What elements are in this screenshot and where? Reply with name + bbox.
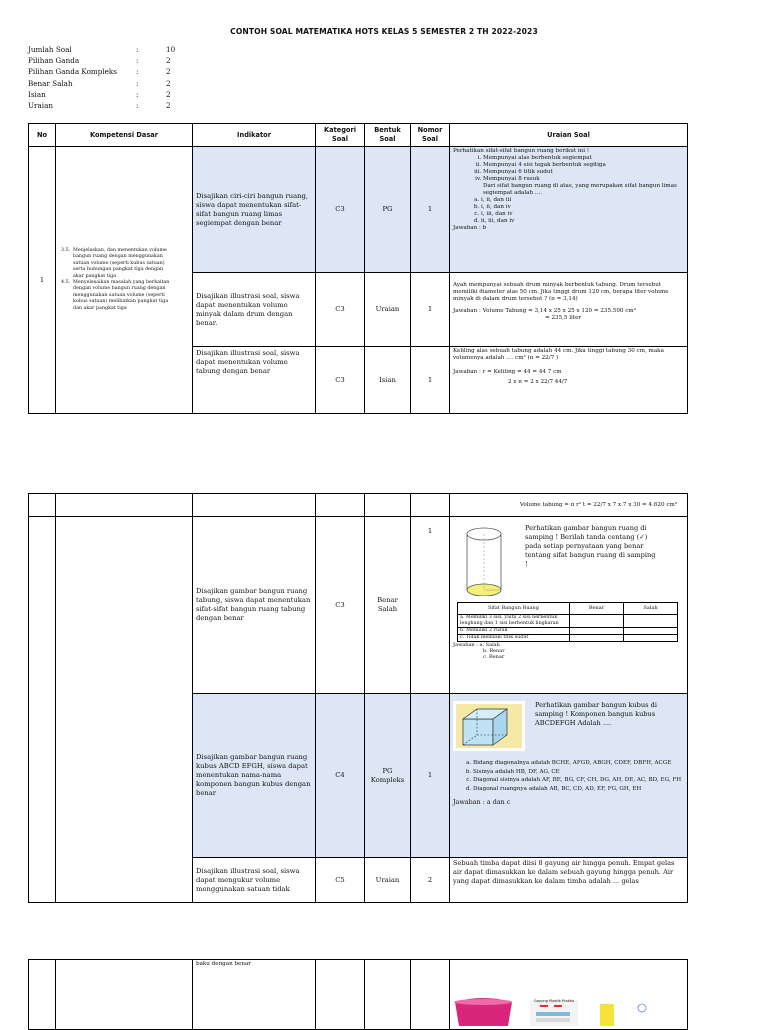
property-list: i. Mempunyai alas berbentuk segiempat ii. Mempunyai 4 sisi tegak berbentuk segitiga iii. Mempunyai 6 titik sudut iv. Mempunyai 8 rusuk <box>453 155 684 183</box>
header-uraian: Uraian Soal <box>450 124 688 147</box>
nomor-cell: 1 <box>411 273 450 347</box>
summary-row: Isian : 2 <box>28 89 171 99</box>
uraian-cell: Keliling alas sebuah tabung adalah 44 cm. Jika tinggi tabung 30 cm, maka volumenya adalah .... cm³ (π = 22/7 ) Jawaban : r = Keliling = 44 = 44 7 cm 2 x π = 2 x 22/7 44/7 <box>450 347 688 414</box>
question-table-page-1 <box>28 123 688 414</box>
summary-list <box>28 44 186 111</box>
nomor-cell: 1 <box>411 517 450 694</box>
kategori-cell: C4 <box>316 694 365 858</box>
cylinder-image <box>453 524 513 596</box>
bentuk-cell: PG Kompleks <box>365 694 411 858</box>
nomor-cell: 2 <box>411 858 450 903</box>
indikator-continued: baku dengan benar <box>193 960 316 1030</box>
answer-checkbox[interactable] <box>624 615 678 628</box>
header-kompetensi: Kompetensi Dasar <box>56 124 193 147</box>
answer-text: Jawaban : b <box>453 225 487 231</box>
kategori-cell: C3 <box>316 517 365 694</box>
nomor-cell: 1 <box>411 694 450 858</box>
answer-text: Jawaban : a dan c <box>453 798 511 807</box>
uraian-cell: Perhatikan gambar bangun kubus di samping ! Komponen bangun kubus ABCDEFGH Adalah .... a. Bidang diagonalnya adalah BCHE, AFGD, ABGH, CDEF, DBFH, ACGE b. Sisinya adalah HB, DF, AG, CE c. Diagonal sisinya adalah AF, BE, BG, CF, CH, DG, AH, DE, AC, BD, EG, FH d. Diagonal ruangnya adalah AB, BC, CD, AD, EF, FG, GH, EH Jawaban : a dan c <box>450 694 688 858</box>
kategori-cell: C3 <box>316 273 365 347</box>
header-nomor: Nomor Soal <box>411 124 450 147</box>
answer-text: Jawaban : Volume Tabung = 3,14 x 25 x 25 x 120 = 235.500 cm³ <box>453 308 636 314</box>
indikator-cell: Disajikan gambar bangun ruang kubus ABCD EFGH, siswa dapat menentukan nama-nama komponen bangun kubus dengan benar <box>193 694 316 858</box>
nomor-cell: 1 <box>411 347 450 414</box>
indikator-cell: Disajikan illustrasi soal, siswa dapat mengukur volume menggunakan satuan tidak <box>193 858 316 903</box>
volume-calculation: Volume tabung = π r² t = 22/7 x 7 x 7 x 30 = 4.620 cm³ <box>450 494 688 517</box>
uraian-cell <box>450 960 688 1030</box>
header-bentuk: Bentuk Soal <box>365 124 411 147</box>
indikator-cell: Disajikan ciri-ciri bangun ruang, siswa dapat menentukan sifat-sifat bangun ruang limas segiempat dengan benar <box>193 147 316 273</box>
option-list: a. i, ii, dan iii b. i, ii, dan iv c. i, iii, dan iv d. ii, iii, dan iv <box>453 197 684 225</box>
uraian-cell: Perhatikan gambar bangun ruang di samping ! Berilah tanda centang (✓) pada setiap pernyataan yang benar tentang sifat bangun ruang di samping ! Sifat Bangun Ruang Benar Salah a. Memiliki 3 sisi, yaitu 2 sisi berbentuk lengkung dan 1 sisi berbentuk lingkaran b. Memiliki 2 rusuk c. Tidak memiliki titik sudut Jawaban : a. Salah b. Benar c. Benar <box>450 517 688 694</box>
kompetensi-dasar: 3.5. Menjelaskan, dan menentukan volume bangun ruang dengan menggunakan satuan volume (seperti kubus satuan) serta hubungan pangkat tiga dengan akar pangkat tiga 4.5. Menyelesaikan masalah yang berkaitan dengan volume bangun ruang dengan menggunakan satuan volume (seperti kubus satuan) melibatkan pangkat tiga dan akar pangkat tiga <box>56 147 193 414</box>
answer-checkbox[interactable] <box>570 628 624 635</box>
bentuk-cell: Uraian <box>365 273 411 347</box>
indikator-cell: Disajikan illustrasi soal, siswa dapat menentukan volume minyak dalam drum dengan benar. <box>193 273 316 347</box>
header-kategori: Kategori Soal <box>316 124 365 147</box>
summary-row: Benar Salah : 2 <box>28 78 171 88</box>
kategori-cell: C5 <box>316 858 365 903</box>
indikator-cell: Disajikan illustrasi soal, siswa dapat menentukan volume tabung dengan benar <box>193 347 316 414</box>
bentuk-cell: Isian <box>365 347 411 414</box>
bentuk-cell: Benar Salah <box>365 517 411 694</box>
uraian-cell: Perhatikan sifat-sifat bangun ruang berikut ini ! i. Mempunyai alas berbentuk segiempat ii. Mempunyai 4 sisi tegak berbentuk segitiga iii. Mempunyai 6 titik sudut iv. Mempunyai 8 rusuk Dari sifat bangun ruang di atas, yang merupakan sifat bangun limas segiempat adalah .... a. i, ii, dan iii b. i, ii, dan iv c. i, iii, dan iv d. ii, iii, dan iv Jawaban : b <box>450 147 688 273</box>
uraian-cell: Sebuah timba dapat diisi 8 gayung air hingga penuh. Empat gelas air dapat dimasukkan ke dalam sebuah gayung hingga penuh. Air yang dapat dimasukkan ke dalam timba adalah ... gelas <box>450 858 688 903</box>
answer-text: Jawaban : a. Salah <box>453 642 500 648</box>
document-title: CONTOH SOAL MATEMATIKA HOTS KELAS 5 SEMESTER 2 TH 2022-2023 <box>230 27 538 36</box>
kategori-cell: C3 <box>316 347 365 414</box>
summary-row: Uraian : 2 <box>28 101 171 111</box>
indikator-cell: Disajikan gambar bangun ruang tabung, siswa dapat menentukan sifat-sifat bangun ruang tabung dengan benar <box>193 517 316 694</box>
header-no: No <box>29 124 56 147</box>
header-indikator: Indikator <box>193 124 316 147</box>
row-number: 1 <box>29 147 56 414</box>
bentuk-cell: PG <box>365 147 411 273</box>
summary-row: Pilihan Ganda : 2 <box>28 56 171 66</box>
answer-checkbox[interactable] <box>624 628 678 635</box>
question-table-page-3 <box>28 959 688 1030</box>
uraian-cell: Ayah mempunyai sebuah drum minyak berbentuk tabung. Drum tersebut memiliki diameter alas 50 cm. Jika tinggi drum 120 cm, berapa liter volume minyak di dalam drum tersebut ? (π = 3,14) Jawaban : Volume Tabung = 3,14 x 25 x 25 x 120 = 235.500 cm³ = 235,5 liter <box>450 273 688 347</box>
question-table-page-2 <box>28 493 688 903</box>
answer-checkbox[interactable] <box>570 615 624 628</box>
summary-row: Pilihan Ganda Kompleks : 2 <box>28 67 171 77</box>
kategori-cell: C3 <box>316 147 365 273</box>
option-list: a. Bidang diagonalnya adalah BCHE, AFGD, ABGH, CDEF, DBFH, ACGE b. Sisinya adalah HB, DF, AG, CE c. Diagonal sisinya adalah AF, BE, BG, CF, CH, DG, AH, DE, AC, BD, EG, FH d. Diagonal ruangnya adalah AB, BC, CD, AD, EF, FG, GH, EH <box>453 759 684 793</box>
gayung-label: Gayung Plastik Praktis <box>534 999 575 1003</box>
bentuk-cell: Uraian <box>365 858 411 903</box>
answer-checkbox[interactable] <box>624 635 678 642</box>
cube-image <box>453 701 525 751</box>
true-false-table: Sifat Bangun Ruang Benar Salah a. Memiliki 3 sisi, yaitu 2 sisi berbentuk lengkung dan 1 sisi berbentuk lingkaran b. Memiliki 2 rusuk c. Tidak memiliki titik sudut <box>457 602 678 642</box>
answer-checkbox[interactable] <box>570 635 624 642</box>
nomor-cell: 1 <box>411 147 450 273</box>
answer-text: Jawaban : r = Keliling = 44 = 44 7 cm <box>453 369 562 375</box>
summary-row: Jumlah Soal : 10 <box>28 45 176 54</box>
